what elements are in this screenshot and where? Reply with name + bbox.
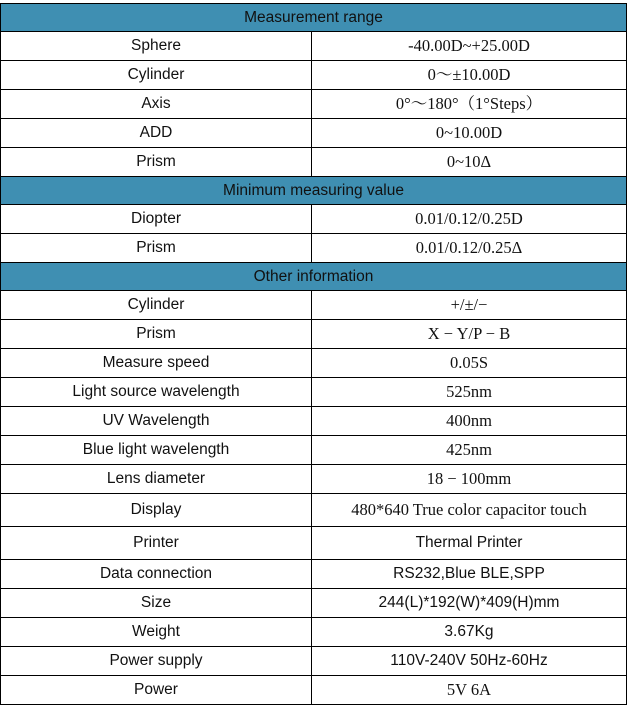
table-row [1,494,627,527]
table-row [1,205,627,234]
row-label: Light source wavelength [1,378,312,407]
row-value: 244(L)*192(W)*409(H)mm [312,589,627,618]
row-value: 0.05S [312,349,627,378]
row-value: 5V 6A [312,676,627,705]
row-value: X − Y/P − B [312,320,627,349]
row-label: Prism [1,148,312,177]
row-value: 525nm [312,378,627,407]
row-label: Prism [1,234,312,263]
table-row [1,148,627,177]
row-label: Power supply [1,647,312,676]
row-label: Power [1,676,312,705]
row-value: 0.01/0.12/0.25Δ [312,234,627,263]
row-label: Cylinder [1,61,312,90]
section-title: Other information [1,263,627,291]
table-row [1,32,627,61]
section-header-minimum-measuring-value [1,177,627,205]
section-title: Minimum measuring value [1,177,627,205]
row-value: 0~10Δ [312,148,627,177]
row-label: Printer [1,527,312,560]
row-label: Diopter [1,205,312,234]
row-value: 0~10.00D [312,119,627,148]
row-label: Blue light wavelength [1,436,312,465]
table-row [1,61,627,90]
row-label: ADD [1,119,312,148]
row-value: 0～±10.00D [312,61,627,90]
row-label: Sphere [1,32,312,61]
table-row [1,291,627,320]
table-row [1,378,627,407]
table-row [1,560,627,589]
section-header-measurement-range [1,4,627,32]
row-value: 18 − 100mm [312,465,627,494]
row-label: Display [1,494,312,527]
row-label: Cylinder [1,291,312,320]
row-value: 0.01/0.12/0.25D [312,205,627,234]
row-label: Size [1,589,312,618]
section-title: Measurement range [1,4,627,32]
row-label: Prism [1,320,312,349]
row-value: Thermal Printer [312,527,627,560]
row-value: -40.00D~+25.00D [312,32,627,61]
row-label: Measure speed [1,349,312,378]
row-value: RS232,Blue BLE,SPP [312,560,627,589]
table-row [1,349,627,378]
table-row [1,320,627,349]
table-row [1,676,627,705]
row-value: 3.67Kg [312,618,627,647]
table-row [1,589,627,618]
row-label: Weight [1,618,312,647]
spec-table [0,3,627,705]
row-value: 480*640 True color capacitor touch [312,494,627,527]
table-row [1,436,627,465]
row-label: Axis [1,90,312,119]
table-row [1,90,627,119]
table-row [1,407,627,436]
table-row [1,234,627,263]
row-label: Data connection [1,560,312,589]
section-header-other-information [1,263,627,291]
table-row [1,119,627,148]
table-row [1,527,627,560]
row-value: 0°～180°（1°Steps） [312,90,627,119]
row-value: 425nm [312,436,627,465]
table-row [1,647,627,676]
table-row [1,618,627,647]
row-value: 400nm [312,407,627,436]
row-label: UV Wavelength [1,407,312,436]
table-row [1,465,627,494]
row-label: Lens diameter [1,465,312,494]
row-value: +/±/− [312,291,627,320]
row-value: 110V-240V 50Hz-60Hz [312,647,627,676]
